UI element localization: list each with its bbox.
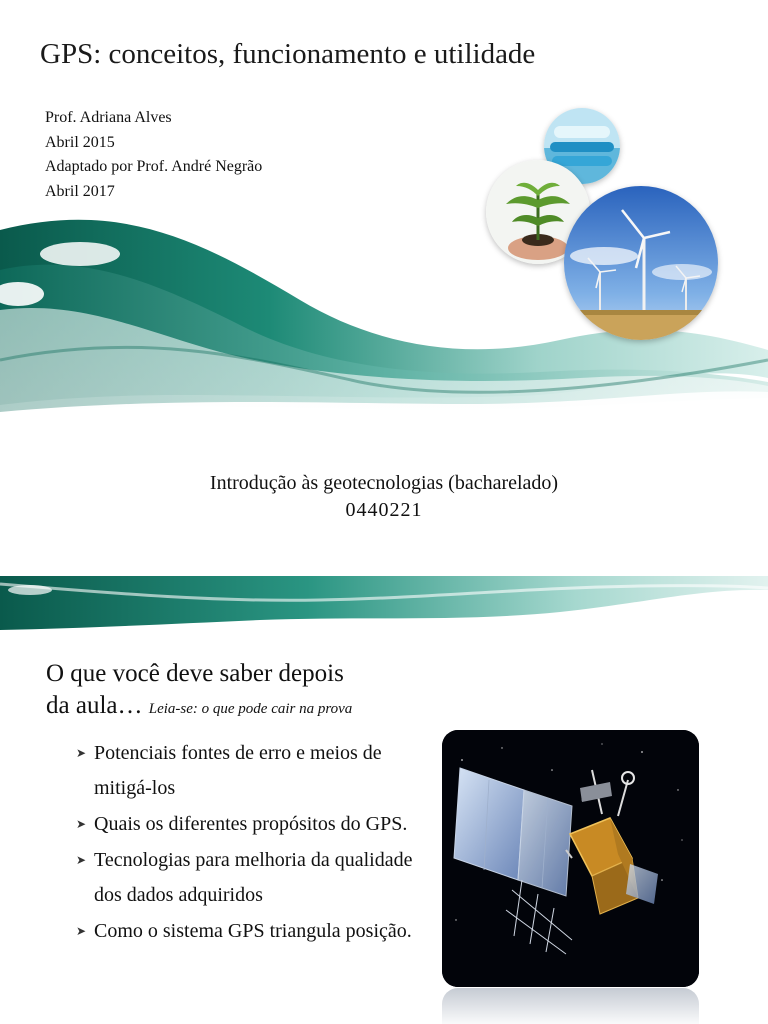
adapter-date: Abril 2017 (45, 182, 115, 200)
slide-title (46, 658, 352, 725)
arrow-right-icon: ➤ (76, 924, 87, 938)
slide-subtitle: Leia-se: o que pode cair na prova (148, 701, 353, 717)
arrow-right-icon: ➤ (76, 817, 87, 831)
arrow-right-icon: ➤ (76, 853, 87, 867)
list-item: ➤ Quais os diferentes propósitos do GPS. (76, 807, 426, 842)
credits-block (45, 106, 262, 204)
course-code: 0440221 (345, 499, 423, 521)
arrow-right-icon: ➤ (76, 746, 87, 760)
list-item: ➤ Como o sistema GPS triangula posição. (76, 914, 426, 949)
slide-title-line1: O que você deve saber depois (46, 660, 344, 687)
wave-decoration-top (0, 576, 768, 636)
presentation-title: GPS: conceitos, funcionamento e utilidade (40, 38, 536, 70)
author-date: Abril 2015 (45, 133, 115, 151)
wind-turbines-photo (564, 186, 718, 340)
adapter-name: Adaptado por Prof. André Negrão (45, 158, 263, 175)
gps-satellite-photo (442, 730, 699, 987)
slide-title-line2 (46, 690, 352, 725)
satellite-photo-reflection (442, 988, 699, 1024)
objectives-slide (0, 576, 768, 1024)
slide-title-line2-main: da aula… (46, 692, 143, 719)
list-item: ➤ Tecnologias para melhoria da qualidade dos dados adquiridos (76, 843, 426, 913)
course-name: Introdução às geotecnologias (bacharelado) (209, 472, 559, 494)
objectives-list (76, 736, 426, 950)
list-item: ➤ Potenciais fontes de erro e meios de mitigá-los (76, 736, 426, 806)
author-name: Prof. Adriana Alves (45, 109, 172, 126)
